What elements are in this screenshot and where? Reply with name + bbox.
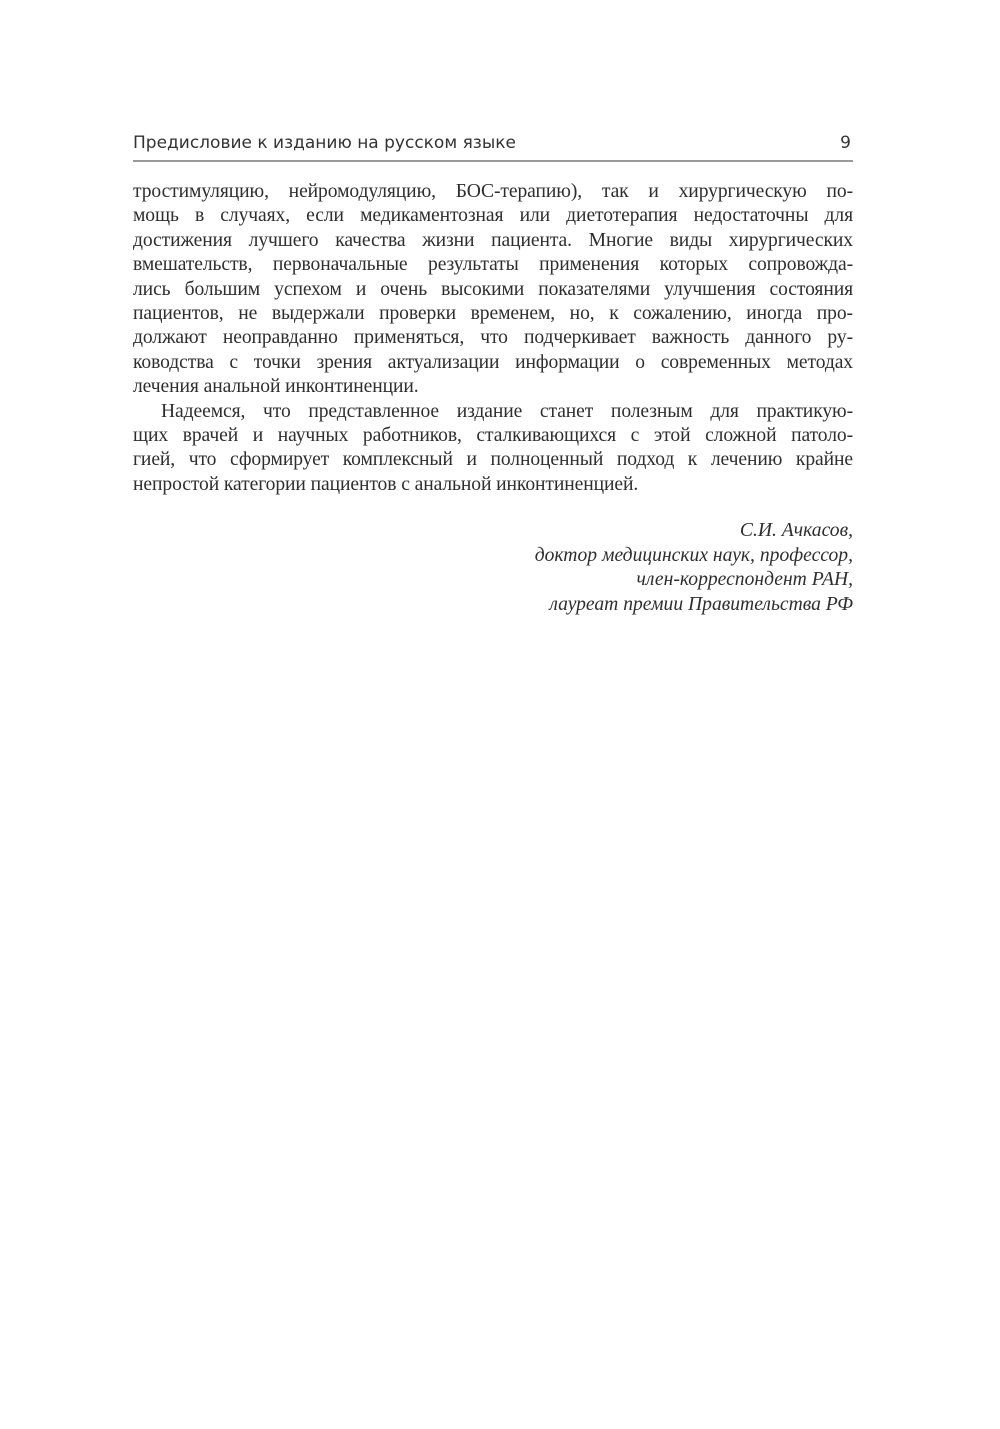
text-line: лись большим успехом и очень высокими показателями улучшения состояния	[133, 278, 853, 300]
page-number: 9	[840, 133, 851, 153]
running-header-title: Предисловие к изданию на русском языке	[133, 133, 516, 153]
running-header	[133, 128, 853, 158]
header-divider	[133, 160, 853, 162]
text-line: достижения лучшего качества жизни пациента. Многие виды хирургических	[133, 229, 853, 251]
text-line: гией, что сформирует комплексный и полноценный подход к лечению крайне	[133, 449, 853, 471]
book-page	[133, 128, 853, 617]
text-line: вмешательств, первоначальные результаты применения которых сопровожда-	[133, 254, 853, 276]
text-line: мощь в случаях, если медикаментозная или диетотерапия недостаточны для	[133, 205, 853, 227]
author-name: С.И. Ачкасов,	[739, 520, 853, 542]
author-signature	[133, 519, 853, 617]
text-line: ководства с точки зрения актуализации информации о современных методах	[133, 351, 853, 373]
text-line: щих врачей и научных работников, сталкивающихся с этой сложной патоло-	[133, 425, 853, 447]
text-line: пациентов, не выдержали проверки временем, но, к сожалению, иногда про-	[133, 303, 853, 325]
author-degree: доктор медицинских наук, профессор,	[534, 544, 853, 566]
paragraph-1	[133, 180, 853, 400]
body-text	[133, 180, 853, 497]
text-line: тростимуляцию, нейромодуляцию, БОС-терапию), так и хирургическую по-	[133, 181, 853, 202]
author-membership: член-корреспондент РАН,	[636, 569, 853, 591]
text-line: Надеемся, что представленное издание станет полезным для практикую-	[161, 400, 853, 422]
text-line: лечения анальной инконтиненции.	[133, 376, 419, 398]
author-award: лауреат премии Правительства РФ	[549, 593, 853, 615]
text-line: непростой категории пациентов с анальной инконтиненцией.	[133, 473, 639, 495]
paragraph-2	[133, 400, 853, 498]
text-line: должают неоправданно применяться, что подчеркивает важность данного ру-	[133, 327, 853, 349]
